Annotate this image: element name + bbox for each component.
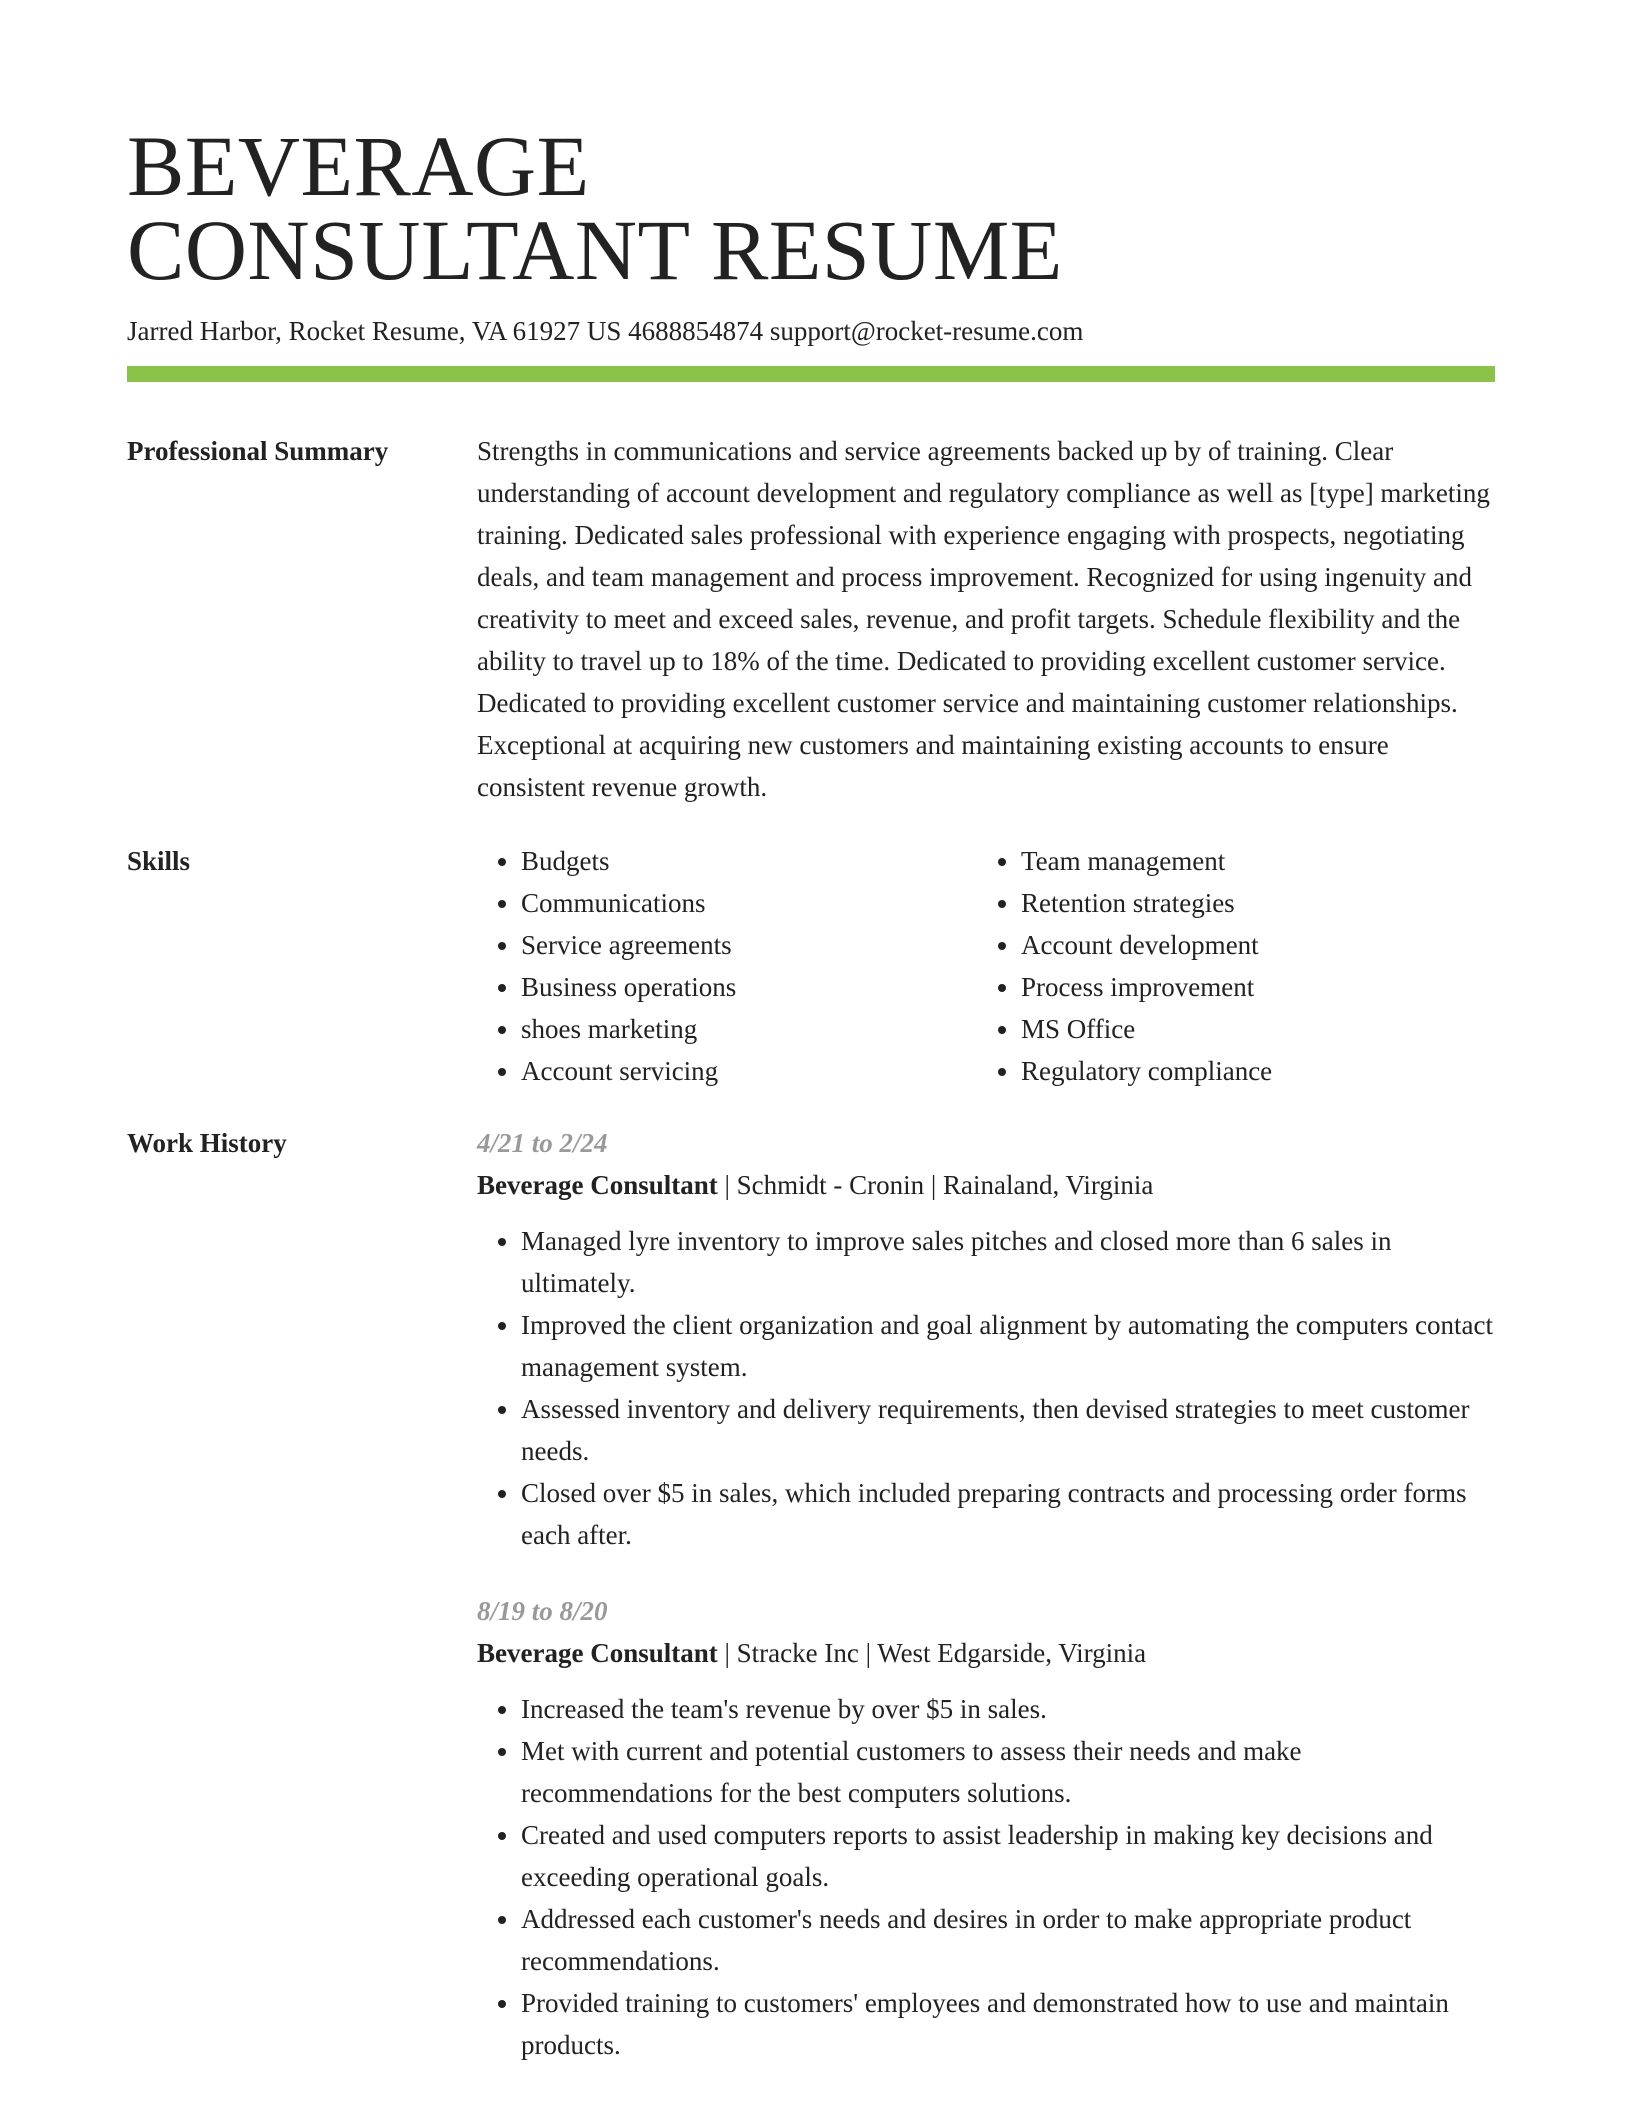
job-bullet: • Closed over $5 in sales, which included preparing contracts and processing order forms each after. xyxy=(521,1472,1495,1556)
job-dates: 4/21 to 2/24 xyxy=(477,1128,608,1158)
section-work-history xyxy=(127,1122,1495,2100)
skill-item: • Team management xyxy=(1021,840,1477,882)
skill-item: • MS Office xyxy=(1021,1008,1477,1050)
skill-item: • Service agreements xyxy=(521,924,977,966)
job-bullets xyxy=(477,1688,1495,2066)
job-bullet: • Improved the client organization and goal alignment by automating the computers contact management system. xyxy=(521,1304,1495,1388)
job-details: | Schmidt - Cronin | Rainaland, Virginia xyxy=(717,1170,1154,1200)
section-label-work: Work History xyxy=(127,1128,287,1158)
title-line-1: BEVERAGE xyxy=(127,118,590,214)
skill-item: • Budgets xyxy=(521,840,977,882)
job-bullet: • Created and used computers reports to assist leadership in making key decisions and exceeding operational goals. xyxy=(521,1814,1495,1898)
job-bullet: • Addressed each customer's needs and desires in order to make appropriate product recommendations. xyxy=(521,1898,1495,1982)
contact-line: Jarred Harbor, Rocket Resume, VA 61927 US 4688854874 support@rocket-resume.com xyxy=(127,316,1084,346)
resume-title xyxy=(127,0,1495,298)
job-bullet: • Managed lyre inventory to improve sales pitches and closed more than 6 sales in ultimately. xyxy=(521,1220,1495,1304)
job-title-line xyxy=(477,1632,1495,1674)
section-body-work xyxy=(477,1122,1495,2100)
section-body-skills xyxy=(477,840,1495,1092)
resume-page xyxy=(127,0,1495,2100)
skills-list-col2 xyxy=(977,840,1477,1092)
job-bullets xyxy=(477,1220,1495,1556)
section-body-summary xyxy=(477,430,1495,808)
section-professional-summary xyxy=(127,430,1495,808)
skill-item: • Communications xyxy=(521,882,977,924)
job-dates: 8/19 to 8/20 xyxy=(477,1596,608,1626)
accent-divider xyxy=(127,366,1495,382)
skills-list-col1 xyxy=(477,840,977,1092)
summary-text: Strengths in communications and service agreements backed up by of training. Clear understanding of account development and regulatory compliance as well as [type] marketing training. Dedicated sales professional with experience engaging with prospects, negotiating deals, and team management and process improvement. Recognized for using ingenuity and creativity to meet and exceed sales, revenue, and profit targets. Schedule flexibility and the ability to travel up to 18% of the time. Dedicated to providing excellent customer service. Dedicated to providing excellent customer service and maintaining customer relationships. Exceptional at acquiring new customers and maintaining existing accounts to ensure consistent revenue growth. xyxy=(477,436,1490,802)
skill-item: • shoes marketing xyxy=(521,1008,977,1050)
job-bullet: • Assessed inventory and delivery requirements, then devised strategies to meet customer needs. xyxy=(521,1388,1495,1472)
skill-item: • Process improvement xyxy=(1021,966,1477,1008)
section-label-summary: Professional Summary xyxy=(127,436,389,466)
title-line-2: CONSULTANT RESUME xyxy=(127,202,1063,298)
section-label-skills: Skills xyxy=(127,846,191,876)
skills-columns xyxy=(477,840,1495,1092)
skill-item: • Retention strategies xyxy=(1021,882,1477,924)
job-entry xyxy=(477,1590,1495,2066)
skill-item: • Business operations xyxy=(521,966,977,1008)
job-bullet: • Increased the team's revenue by over $5 in sales. xyxy=(521,1688,1495,1730)
skill-item: • Account servicing xyxy=(521,1050,977,1092)
job-details: | Stracke Inc | West Edgarside, Virginia xyxy=(717,1638,1147,1668)
skill-item: • Account development xyxy=(1021,924,1477,966)
job-title: Beverage Consultant xyxy=(477,1170,718,1200)
skill-item: • Regulatory compliance xyxy=(1021,1050,1477,1092)
section-skills xyxy=(127,840,1495,1092)
job-bullet: • Provided training to customers' employees and demonstrated how to use and maintain products. xyxy=(521,1982,1495,2066)
job-title: Beverage Consultant xyxy=(477,1638,718,1668)
job-title-line xyxy=(477,1164,1495,1206)
job-entry xyxy=(477,1122,1495,1556)
job-bullet: • Met with current and potential customers to assess their needs and make recommendations for the best computers solutions. xyxy=(521,1730,1495,1814)
